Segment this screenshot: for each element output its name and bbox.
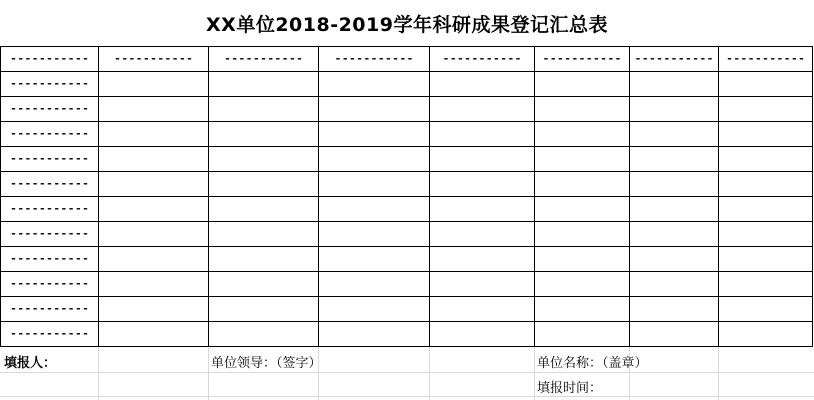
row-label-cell[interactable]: ----------- (1, 247, 99, 272)
table-cell[interactable] (209, 197, 319, 222)
table-cell[interactable] (535, 197, 630, 222)
table-cell[interactable] (209, 322, 319, 347)
table-cell[interactable] (209, 72, 319, 97)
table-cell[interactable] (319, 197, 430, 222)
table-cell[interactable] (535, 147, 630, 172)
table-cell[interactable] (430, 172, 535, 197)
table-cell[interactable] (719, 247, 813, 272)
table-cell[interactable] (719, 322, 813, 347)
unit-name-label: 单位名称：（盖章） (537, 356, 648, 371)
table-cell[interactable] (430, 272, 535, 297)
table-row (1, 197, 813, 222)
table-row (1, 147, 813, 172)
table-cell[interactable] (719, 222, 813, 247)
header-cell[interactable]: ----------- (719, 47, 813, 72)
table-cell[interactable] (630, 272, 719, 297)
header-cell[interactable]: ----------- (1, 47, 99, 72)
row-label-cell[interactable]: ----------- (1, 197, 99, 222)
table-cell[interactable] (430, 222, 535, 247)
table-cell[interactable] (319, 297, 430, 322)
table-row (1, 122, 813, 147)
header-cell[interactable]: ----------- (535, 47, 630, 72)
table-cell[interactable] (209, 172, 319, 197)
table-row (1, 322, 813, 347)
table-cell[interactable] (630, 222, 719, 247)
row-label-cell[interactable]: ----------- (1, 97, 99, 122)
header-cell[interactable]: ----------- (630, 47, 719, 72)
table-cell[interactable] (209, 247, 319, 272)
table-cell[interactable] (719, 172, 813, 197)
header-cell[interactable]: ----------- (209, 47, 319, 72)
table-cell[interactable] (719, 197, 813, 222)
table-cell[interactable] (719, 297, 813, 322)
row-label-cell[interactable]: ----------- (1, 222, 99, 247)
table-cell[interactable] (430, 247, 535, 272)
header-cell[interactable]: ----------- (430, 47, 535, 72)
table-cell[interactable] (319, 122, 430, 147)
table-cell[interactable] (535, 122, 630, 147)
table-cell[interactable] (430, 197, 535, 222)
table-cell[interactable] (99, 297, 209, 322)
table-cell[interactable] (99, 147, 209, 172)
table-cell[interactable] (630, 97, 719, 122)
table-cell[interactable] (535, 172, 630, 197)
table-cell[interactable] (209, 222, 319, 247)
table-cell[interactable] (209, 97, 319, 122)
summary-table (0, 46, 813, 347)
table-cell[interactable] (630, 322, 719, 347)
table-cell[interactable] (630, 147, 719, 172)
table-cell[interactable] (535, 322, 630, 347)
table-cell[interactable] (719, 97, 813, 122)
row-label-cell[interactable]: ----------- (1, 272, 99, 297)
table-cell[interactable] (719, 122, 813, 147)
table-cell[interactable] (630, 297, 719, 322)
table-cell[interactable] (535, 272, 630, 297)
table-cell[interactable] (535, 72, 630, 97)
table-cell[interactable] (99, 172, 209, 197)
row-label-cell[interactable]: ----------- (1, 147, 99, 172)
table-cell[interactable] (535, 247, 630, 272)
table-cell[interactable] (630, 197, 719, 222)
table-cell[interactable] (430, 97, 535, 122)
table-cell[interactable] (99, 222, 209, 247)
row-label-cell[interactable]: ----------- (1, 172, 99, 197)
table-cell[interactable] (209, 122, 319, 147)
table-cell[interactable] (430, 297, 535, 322)
row-label-cell[interactable]: ----------- (1, 122, 99, 147)
table-cell[interactable] (630, 72, 719, 97)
row-label-cell[interactable]: ----------- (1, 297, 99, 322)
table-row (1, 272, 813, 297)
table-cell[interactable] (209, 297, 319, 322)
table-row (1, 72, 813, 97)
table-cell[interactable] (430, 122, 535, 147)
header-cell[interactable]: ----------- (99, 47, 209, 72)
row-label-cell[interactable]: ----------- (1, 322, 99, 347)
fill-time-label: 填报时间： (537, 381, 603, 396)
table-cell[interactable] (209, 272, 319, 297)
table-cell[interactable] (535, 97, 630, 122)
table-cell[interactable] (630, 172, 719, 197)
table-cell[interactable] (719, 72, 813, 97)
table-cell[interactable] (430, 322, 535, 347)
header-row (1, 47, 813, 72)
table-cell[interactable] (209, 147, 319, 172)
table-cell[interactable] (430, 147, 535, 172)
table-row (1, 172, 813, 197)
table-row (1, 297, 813, 322)
table-cell[interactable] (99, 197, 209, 222)
table-cell[interactable] (99, 322, 209, 347)
table-cell[interactable] (719, 272, 813, 297)
table-row (1, 97, 813, 122)
table-cell[interactable] (319, 222, 430, 247)
table-cell[interactable] (99, 247, 209, 272)
header-cell[interactable]: ----------- (319, 47, 430, 72)
table-cell[interactable] (630, 247, 719, 272)
table-cell[interactable] (630, 122, 719, 147)
table-cell[interactable] (99, 272, 209, 297)
table-cell[interactable] (99, 72, 209, 97)
table-cell[interactable] (719, 147, 813, 172)
table-row (1, 247, 813, 272)
table-cell[interactable] (319, 322, 430, 347)
leader-signature-label: 单位领导：（签字） (211, 356, 322, 371)
table-cell[interactable] (319, 272, 430, 297)
table-cell[interactable] (99, 122, 209, 147)
table-cell[interactable] (319, 147, 430, 172)
table-cell[interactable] (319, 72, 430, 97)
table-cell[interactable] (319, 97, 430, 122)
table-cell[interactable] (99, 97, 209, 122)
table-cell[interactable] (319, 172, 430, 197)
sheet-title: XX单位2018-2019学年科研成果登记汇总表 (0, 0, 814, 46)
table-row (1, 222, 813, 247)
reporter-label: 填报人： (4, 356, 57, 371)
table-cell[interactable] (535, 297, 630, 322)
table-cell[interactable] (430, 72, 535, 97)
table-cell[interactable] (535, 222, 630, 247)
table-cell[interactable] (319, 247, 430, 272)
row-label-cell[interactable]: ----------- (1, 72, 99, 97)
